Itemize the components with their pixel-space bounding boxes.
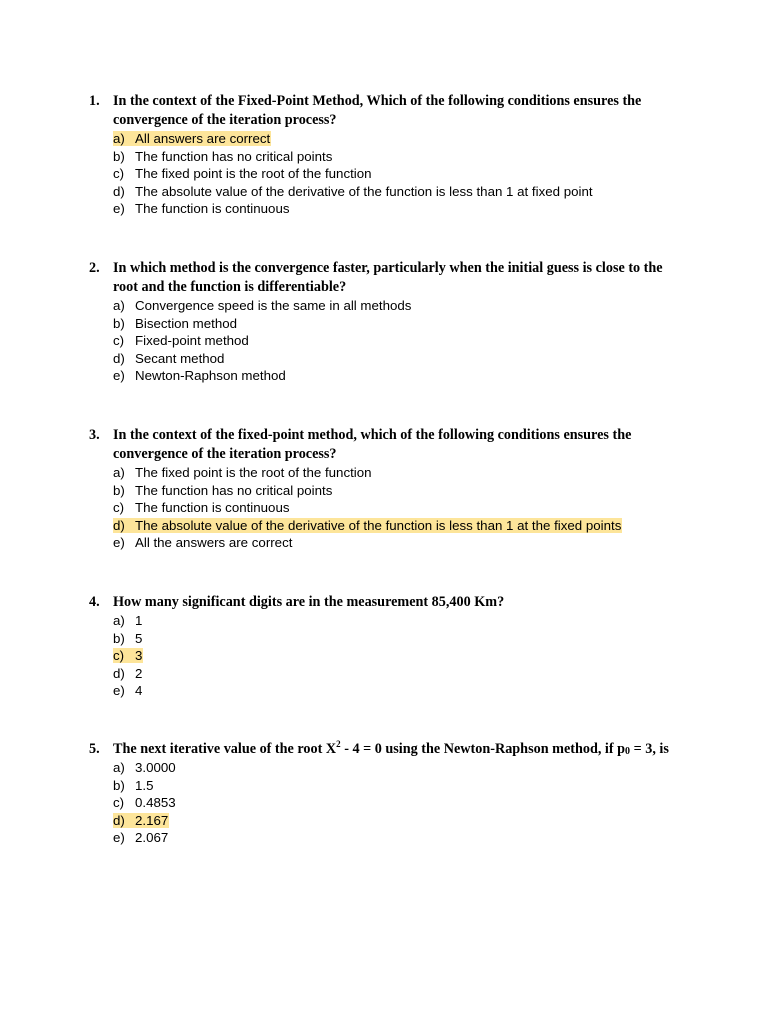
answer-content xyxy=(113,298,412,313)
question-number: 4. xyxy=(89,594,100,610)
option-letter: e) xyxy=(113,830,125,846)
option-letter: e) xyxy=(113,683,125,699)
answer-option xyxy=(113,464,689,482)
option-text: The absolute value of the derivative of the function is less than 1 at the fixed points xyxy=(135,517,622,533)
answer-content xyxy=(113,778,155,793)
highlighted-answer xyxy=(113,813,169,828)
answer-options xyxy=(113,759,689,847)
answer-content xyxy=(113,631,143,646)
answer-option xyxy=(113,367,689,385)
option-letter: e) xyxy=(113,368,125,384)
option-text: 3 xyxy=(135,648,143,664)
answer-options xyxy=(113,464,689,552)
question-number: 2. xyxy=(89,260,100,276)
question-3 xyxy=(89,426,689,552)
option-text: Fixed-point method xyxy=(135,333,249,349)
option-letter: a) xyxy=(113,465,125,480)
option-text: Convergence speed is the same in all methods xyxy=(135,298,412,313)
question-number: 1. xyxy=(89,93,100,109)
option-letter: a) xyxy=(113,613,125,628)
answer-option xyxy=(113,630,689,648)
highlighted-answer xyxy=(113,131,271,146)
option-text: 2.067 xyxy=(135,830,169,846)
answer-option xyxy=(113,665,689,683)
option-letter: a) xyxy=(113,760,125,775)
question-text: In which method is the convergence faster, particularly when the initial guess is close to the root and the function is differentiable? xyxy=(113,260,663,295)
answer-option xyxy=(113,534,689,552)
option-text: The fixed point is the root of the function xyxy=(135,166,372,182)
question-5 xyxy=(89,740,689,847)
answer-option xyxy=(113,183,689,201)
answer-options xyxy=(113,130,689,218)
answer-option xyxy=(113,200,689,218)
answer-option xyxy=(113,812,689,830)
answer-option xyxy=(113,148,689,166)
option-letter: e) xyxy=(113,535,125,551)
question-text xyxy=(113,740,679,759)
question-1 xyxy=(89,92,689,218)
option-text: The function is continuous xyxy=(135,500,290,516)
option-text: 3.0000 xyxy=(135,760,176,775)
option-text: 2.167 xyxy=(135,812,169,828)
question-text-part: The next iterative value of the root X xyxy=(113,741,337,757)
answer-option xyxy=(113,682,689,700)
answer-option xyxy=(113,332,689,350)
answer-content xyxy=(113,316,238,331)
option-letter: b) xyxy=(113,482,125,498)
option-text: All answers are correct xyxy=(135,131,271,146)
subscript: 0 xyxy=(625,746,631,757)
option-text: 2 xyxy=(135,665,143,681)
answer-option xyxy=(113,482,689,500)
answer-content xyxy=(113,368,287,383)
answer-content xyxy=(113,483,333,498)
answer-option xyxy=(113,759,689,777)
option-letter: b) xyxy=(113,630,125,646)
answer-option xyxy=(113,315,689,333)
option-letter: d) xyxy=(113,350,125,366)
option-text: 5 xyxy=(135,630,143,646)
option-text: The function has no critical points xyxy=(135,148,333,164)
answer-content xyxy=(113,500,291,515)
option-letter: a) xyxy=(113,131,125,146)
highlighted-answer xyxy=(113,518,622,533)
answer-content xyxy=(113,184,594,199)
option-text: Secant method xyxy=(135,350,225,366)
answer-content xyxy=(113,201,291,216)
option-letter: c) xyxy=(113,795,125,811)
question-number: 5. xyxy=(89,741,100,757)
option-text: 0.4853 xyxy=(135,795,176,811)
question-text-part: - 4 = 0 using the Newton-Raphson method, if p xyxy=(340,741,626,757)
option-text: Newton-Raphson method xyxy=(135,368,286,384)
answer-option xyxy=(113,794,689,812)
answer-content xyxy=(113,666,143,681)
option-letter: b) xyxy=(113,777,125,793)
answer-option xyxy=(113,829,689,847)
answer-options xyxy=(113,297,689,385)
answer-content xyxy=(113,166,373,181)
answer-content xyxy=(113,795,177,810)
option-letter: d) xyxy=(113,183,125,199)
option-letter: a) xyxy=(113,298,125,313)
answer-content xyxy=(113,613,143,628)
option-text: 1.5 xyxy=(135,777,154,793)
answer-option xyxy=(113,499,689,517)
answer-options xyxy=(113,612,689,700)
answer-content xyxy=(113,351,225,366)
option-text: 1 xyxy=(135,613,143,628)
option-letter: d) xyxy=(113,812,125,828)
answer-option xyxy=(113,612,689,630)
option-letter: d) xyxy=(113,665,125,681)
option-letter: c) xyxy=(113,500,125,516)
option-letter: c) xyxy=(113,333,125,349)
answer-content xyxy=(113,760,177,775)
option-letter: e) xyxy=(113,201,125,217)
question-4 xyxy=(89,593,689,700)
question-text: In the context of the Fixed-Point Method, Which of the following conditions ensures the convergence of the iteration process? xyxy=(113,93,642,128)
option-letter: c) xyxy=(113,648,125,664)
answer-content xyxy=(113,149,333,164)
option-text: 4 xyxy=(135,683,143,699)
option-letter: b) xyxy=(113,315,125,331)
answer-option xyxy=(113,165,689,183)
answer-content xyxy=(113,333,250,348)
option-text: Bisection method xyxy=(135,315,237,331)
answer-content xyxy=(113,830,169,845)
exponent: 2 xyxy=(336,739,341,749)
option-letter: b) xyxy=(113,148,125,164)
option-letter: d) xyxy=(113,517,125,533)
option-text: All the answers are correct xyxy=(135,535,293,551)
option-text: The fixed point is the root of the function xyxy=(135,465,372,480)
answer-content xyxy=(113,535,293,550)
answer-option xyxy=(113,297,689,315)
question-text-part: = 3, is xyxy=(630,741,669,757)
option-text: The function has no critical points xyxy=(135,482,333,498)
highlighted-answer xyxy=(113,648,143,663)
answer-option xyxy=(113,350,689,368)
answer-option xyxy=(113,130,689,148)
question-number: 3. xyxy=(89,427,100,443)
question-text: How many significant digits are in the measurement 85,400 Km? xyxy=(113,594,505,610)
answer-option xyxy=(113,777,689,795)
answer-content xyxy=(113,683,143,698)
answer-option xyxy=(113,517,689,535)
question-2 xyxy=(89,259,689,385)
option-text: The absolute value of the derivative of the function is less than 1 at fixed point xyxy=(135,183,593,199)
option-text: The function is continuous xyxy=(135,201,290,217)
answer-content xyxy=(113,465,373,480)
option-letter: c) xyxy=(113,166,125,182)
answer-option xyxy=(113,647,689,665)
question-text: In the context of the fixed-point method, which of the following conditions ensures the convergence of the iteration process? xyxy=(113,427,632,462)
